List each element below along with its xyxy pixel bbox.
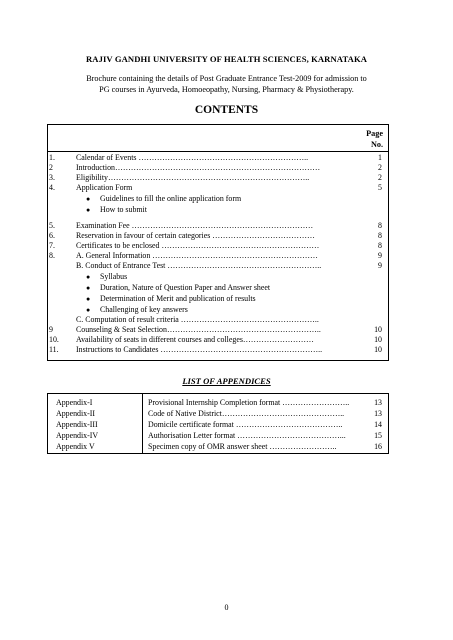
contents-item-number: 5.	[49, 221, 55, 230]
university-title: RAJIV GANDHI UNIVERSITY OF HEALTH SCIENCES, KARNATAKA	[85, 54, 368, 64]
contents-item-label: A. General Information ………………………………………………………	[76, 251, 318, 260]
contents-subitem-label: Duration, Nature of Question Paper and Answer sheet	[100, 283, 271, 292]
contents-subitem-label: Syllabus	[100, 272, 128, 281]
contents-subitem	[48, 272, 388, 282]
contents-item-page: 5	[378, 183, 382, 192]
page-number: 0	[224, 603, 229, 612]
bullet-icon: ●	[86, 206, 91, 214]
contents-subitem-label: Challenging of key answers	[100, 305, 188, 314]
contents-item-label: Examination Fee ……………………………………………………………	[76, 221, 314, 230]
header-rule	[48, 151, 388, 152]
contents-item-number: 3.	[49, 173, 55, 182]
contents-item-label: Eligibility…………………………………………………………………..	[76, 173, 310, 182]
page-column-header-no: No.	[370, 140, 383, 149]
contents-item-page: 8	[378, 231, 382, 240]
contents-row	[48, 241, 388, 251]
contents-item-label: Instructions to Candidates ……………………………………………………..	[76, 345, 323, 354]
contents-item-number: 2	[49, 163, 53, 172]
appendix-label: Authorisation Letter format …………………………………...	[148, 431, 346, 440]
appendix-name: Appendix V	[56, 442, 95, 451]
appendix-row	[48, 430, 388, 441]
contents-row	[48, 251, 388, 261]
contents-item-page: 10	[374, 345, 382, 354]
contents-item-page: 8	[378, 221, 382, 230]
appendix-page: 13	[374, 398, 382, 407]
contents-subitem	[48, 205, 388, 215]
contents-item-page: 10	[374, 325, 382, 334]
contents-item-label: Counseling & Seat Selection…………………………………………………..	[76, 325, 321, 334]
contents-subitem	[48, 305, 388, 315]
contents-item-page: 9	[378, 261, 382, 270]
appendix-page: 13	[374, 409, 382, 418]
contents-subitem	[48, 194, 388, 204]
contents-subitem-label: How to submit	[100, 205, 147, 214]
appendix-page: 15	[374, 431, 382, 440]
contents-item-number: 10.	[49, 335, 59, 344]
contents-heading: CONTENTS	[194, 104, 259, 116]
contents-item-page: 9	[378, 251, 382, 260]
appendix-label: Domicile certificate format …………………………………..	[148, 420, 343, 429]
bullet-icon: ●	[86, 195, 91, 203]
appendix-name: Appendix-II	[56, 409, 96, 418]
contents-table	[47, 124, 389, 361]
contents-item-page: 8	[378, 241, 382, 250]
contents-row	[48, 345, 388, 355]
appendix-row	[48, 419, 388, 430]
appendix-page: 14	[374, 420, 382, 429]
appendix-row	[48, 397, 388, 408]
appendix-name: Appendix-III	[56, 420, 98, 429]
appendix-name: Appendix-I	[56, 398, 93, 407]
contents-item-number: 1.	[49, 153, 55, 162]
contents-item-page: 10	[374, 335, 382, 344]
page-column-header: Page	[366, 129, 383, 138]
contents-row	[48, 163, 388, 173]
intro-line-2: PG courses in Ayurveda, Homoeopathy, Nursing, Pharmacy & Physiotherapy.	[99, 85, 354, 94]
contents-row	[48, 231, 388, 241]
contents-item-number: 8.	[49, 251, 55, 260]
contents-row	[48, 153, 388, 163]
contents-row	[48, 325, 388, 335]
contents-row	[48, 173, 388, 183]
contents-subitem-label: Guidelines to fill the online application form	[100, 194, 242, 203]
contents-row	[48, 221, 388, 231]
contents-item-page: 1	[378, 153, 382, 162]
contents-item-page: 2	[378, 163, 382, 172]
contents-item-label: Reservation in favour of certain categories …………………………………	[76, 231, 315, 240]
contents-item-label: Introduction……………………………………………………………………	[76, 163, 321, 172]
appendix-label: Specimen copy of OMR answer sheet ……………………..	[148, 442, 337, 451]
contents-item-page: 2	[378, 173, 382, 182]
appendix-table	[47, 393, 389, 454]
bullet-icon: ●	[86, 284, 91, 292]
contents-row	[48, 335, 388, 345]
contents-item-number: 4.	[49, 183, 55, 192]
bullet-icon: ●	[86, 273, 91, 281]
contents-item-label: Certificates to be enclosed ……………………………………………………	[76, 241, 320, 250]
bullet-icon: ●	[86, 306, 91, 314]
appendix-page: 16	[374, 442, 382, 451]
contents-row	[48, 261, 388, 271]
appendix-heading: LIST OF APPENDICES	[182, 376, 271, 386]
bullet-icon: ●	[86, 295, 91, 303]
appendix-label: Provisional Internship Completion format ……………………..	[148, 398, 350, 407]
contents-item-label: Availability of seats in different courses and colleges………………………	[76, 335, 314, 344]
appendix-name: Appendix-IV	[56, 431, 99, 440]
contents-item-label: Application Form	[76, 183, 133, 192]
appendix-row	[48, 408, 388, 419]
contents-item-label: B. Conduct of Entrance Test …………………………………………………..	[76, 261, 322, 270]
contents-subitem-label: Determination of Merit and publication of results	[100, 294, 256, 303]
intro-line-1: Brochure containing the details of Post Graduate Entrance Test-2009 for admission to	[86, 74, 367, 83]
contents-subitem	[48, 283, 388, 293]
contents-item-number: 6.	[49, 231, 55, 240]
contents-item-number: 11.	[49, 345, 59, 354]
contents-row	[48, 183, 388, 193]
appendix-row	[48, 441, 388, 452]
contents-item-label: C. Computation of result criteria ……………………………………………..	[76, 315, 319, 324]
contents-item-label: Calendar of Events ………………………………………………………..	[76, 153, 309, 162]
appendix-label: Code of Native District………………………………………..	[148, 409, 345, 418]
contents-item-number: 9	[49, 325, 53, 334]
contents-row	[48, 315, 388, 325]
contents-item-number: 7.	[49, 241, 55, 250]
contents-subitem	[48, 294, 388, 304]
